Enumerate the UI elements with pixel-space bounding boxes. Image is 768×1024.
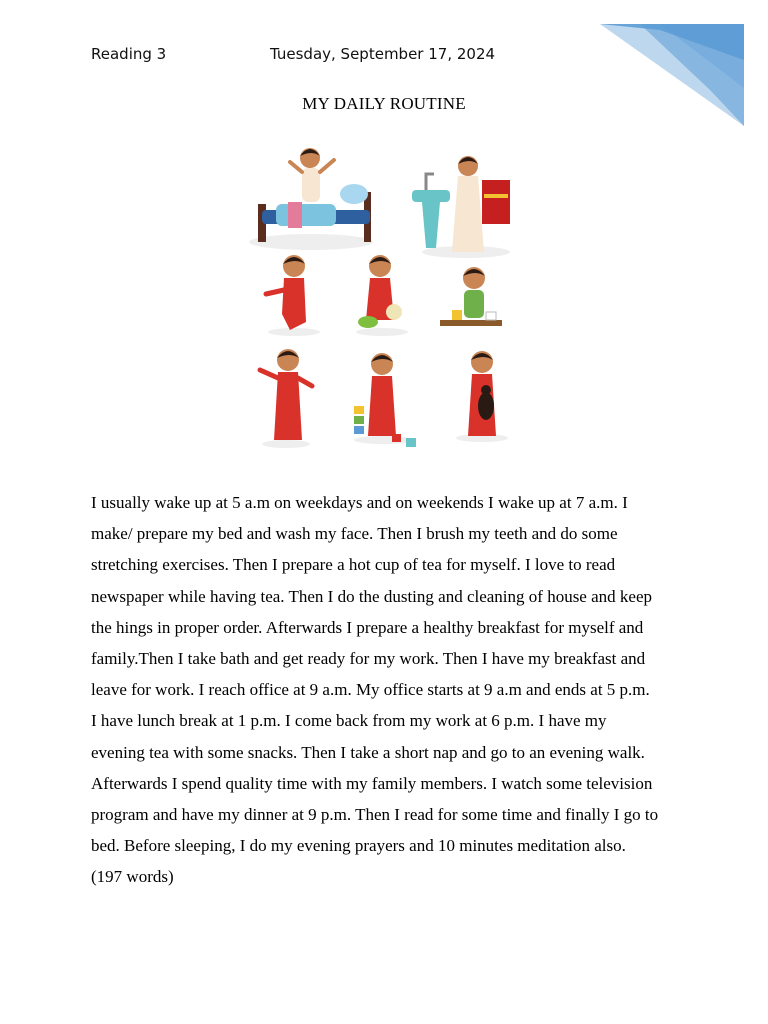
routine-illustration [246,144,518,456]
header-date: Tuesday, September 17, 2024 [270,45,496,63]
breakfast-scene [440,267,502,326]
sitting-scene [356,255,408,336]
body-paragraph: I usually wake up at 5 a.m on weekdays and on weekends I wake up at 7 a.m. I make/ prepare my bed and wash my face. Then I brush my teeth and do some stretching exercises. Then I prepare a hot cup of tea for myself. I love to read newspaper while having tea. Then I do the dusting and cleaning of house and keep the hings in proper order. Afterwards I prepare a healthy breakfast for myself and family.Then I take bath and get ready for my work. Then I have my breakfast and leave for work. I reach office at 9 a.m. My office starts at 9 a.m and ends at 5 p.m. I have lunch break at 1 p.m. I come back from my work at 6 p.m. I have my evening tea with some snacks. Then I take a short nap and go to an evening walk. Afterwards I spend quality time with my family members. I watch some television program and have my dinner at 9 p.m. Then I read for some time and finally I go to bed. Before sleeping, I do my evening prayers and 10 minutes meditation also. (197 words) [91,493,659,887]
wake-up-scene [249,148,373,250]
stretching-scene [266,255,320,336]
holding-cat-scene [456,351,508,442]
dancing-scene [260,349,312,448]
header-label: Reading 3 [91,45,167,63]
playing-blocks-scene [354,353,416,447]
page-title: MY DAILY ROUTINE [302,94,466,113]
wash-face-scene [412,156,510,258]
